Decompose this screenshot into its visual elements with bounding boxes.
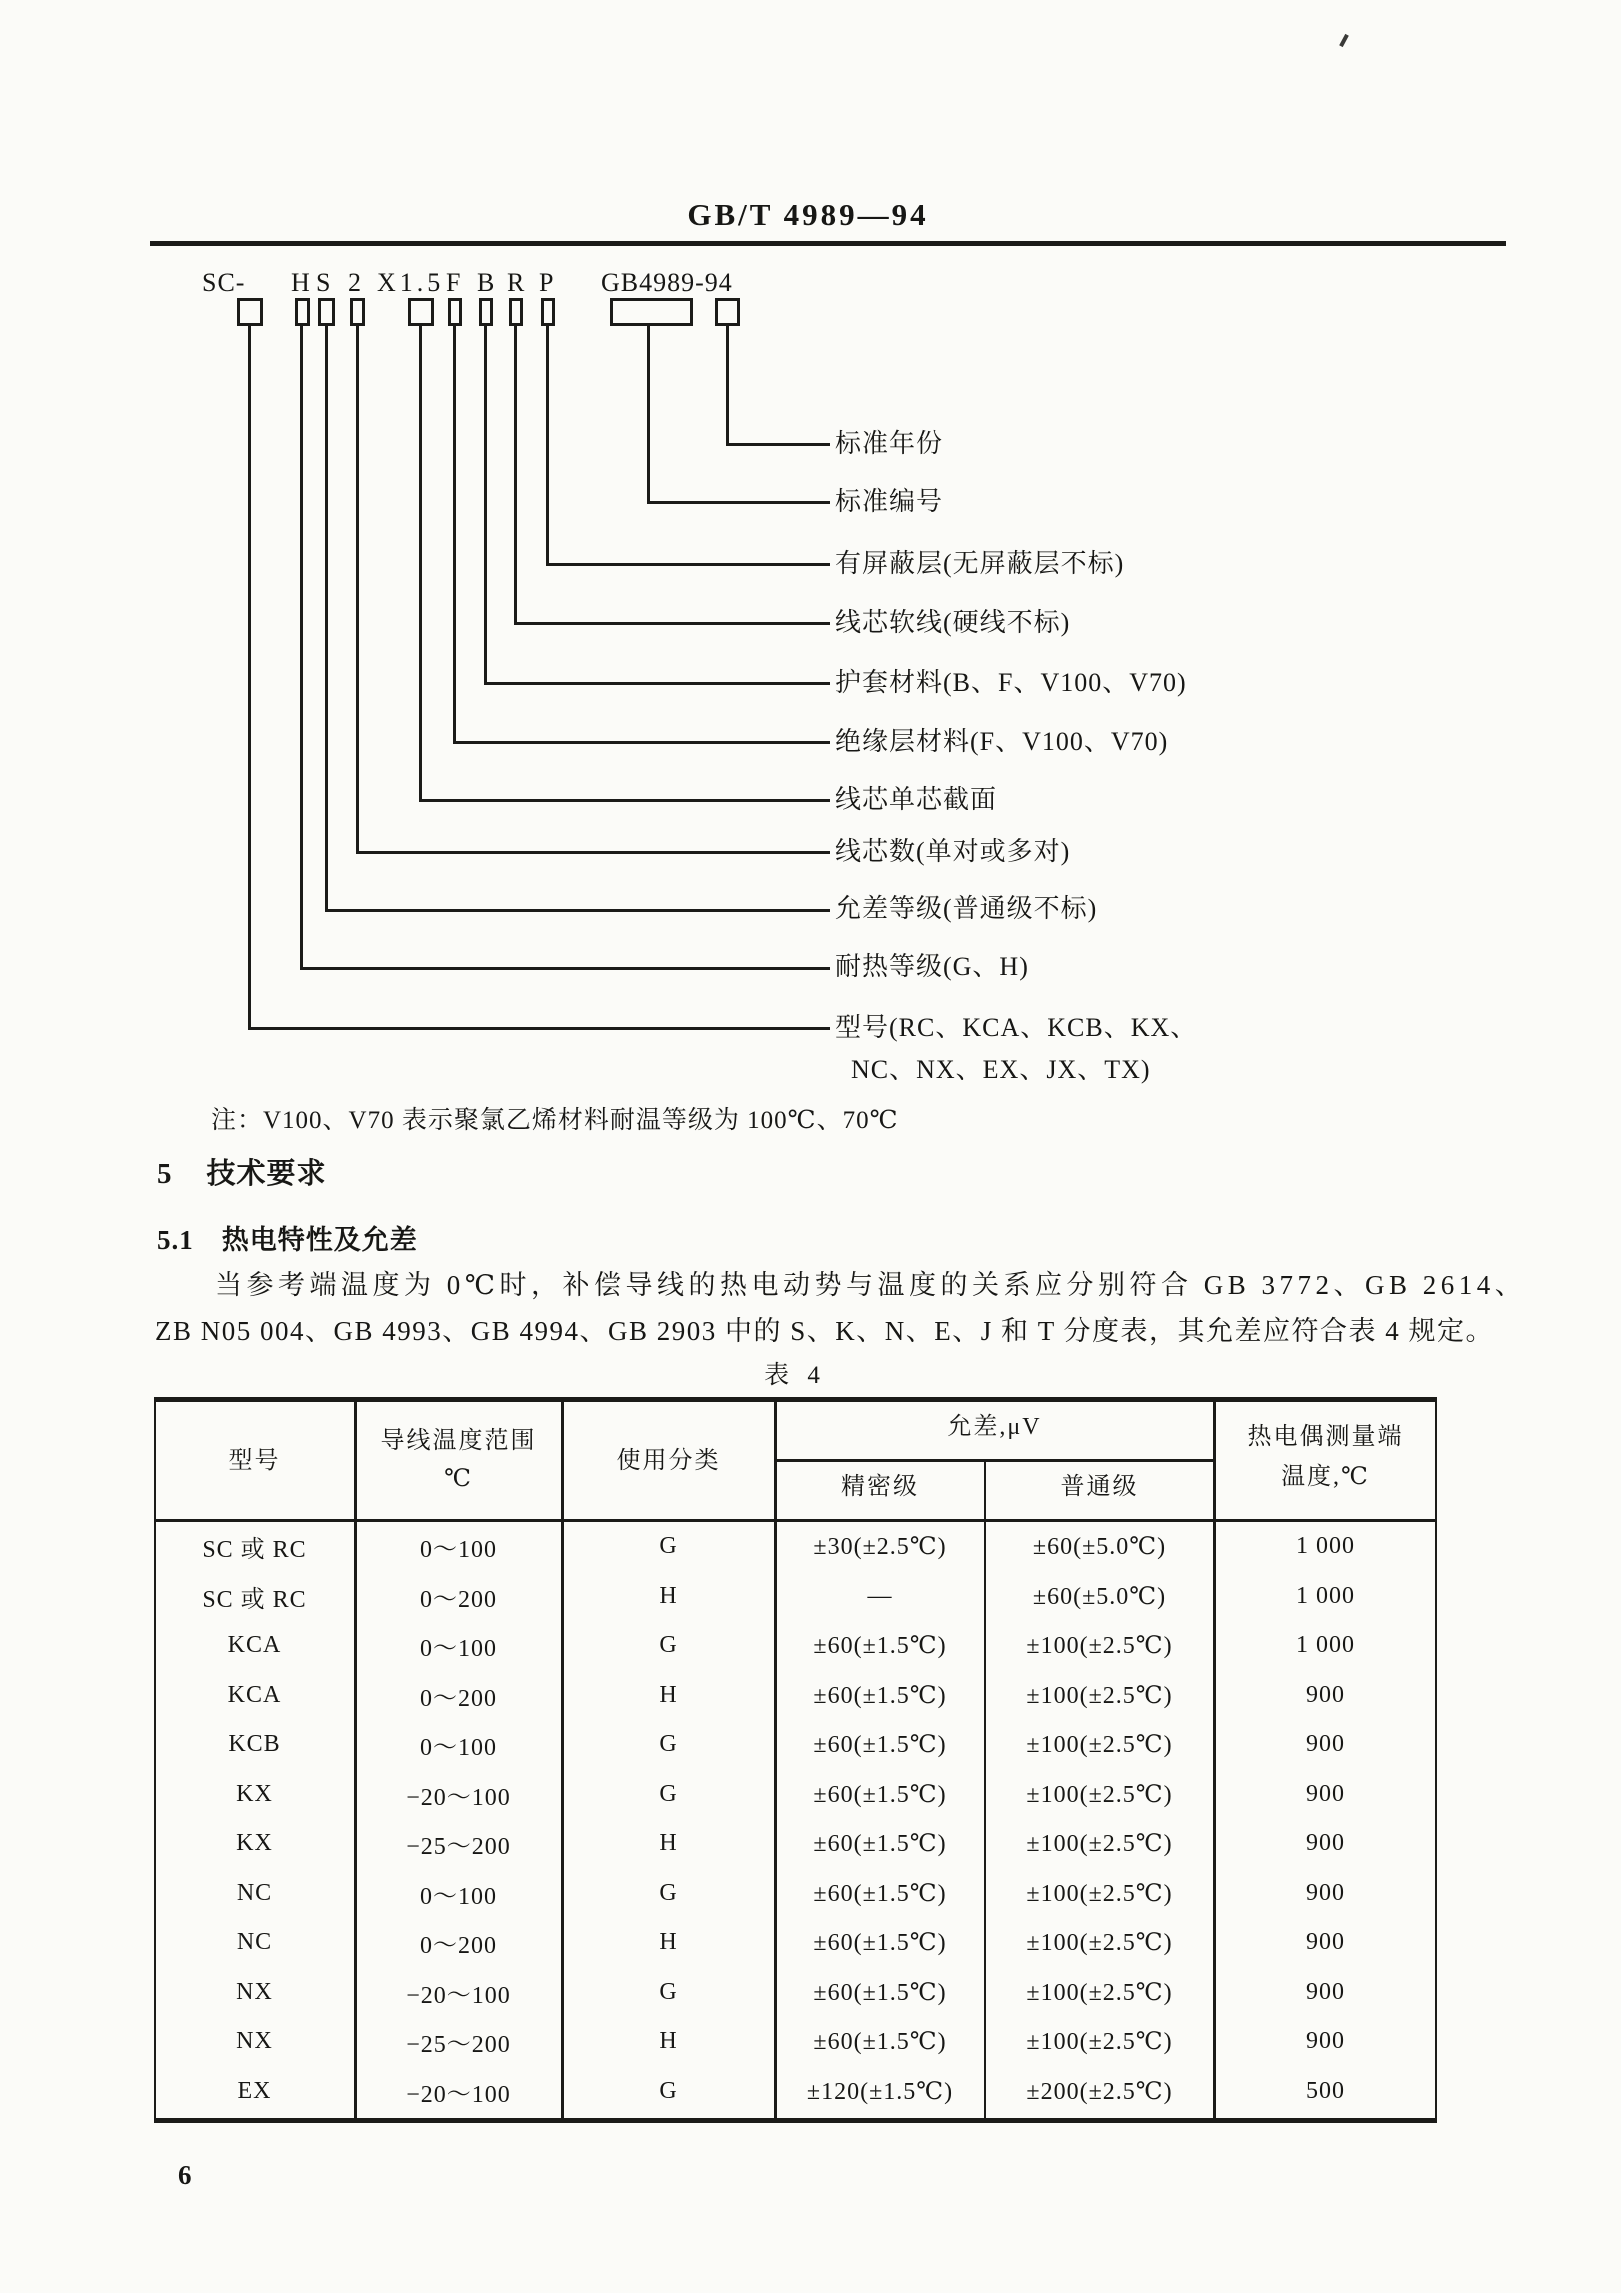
connector-line-flexible-h (514, 622, 830, 625)
table-cell: ±60(±1.5℃) (813, 2029, 947, 2056)
table-cell: ±100(±2.5℃) (1026, 1979, 1173, 2006)
table-cell: 900 (1306, 1731, 1345, 1758)
connector-line-sheath-v (484, 326, 487, 685)
table-cell: ±200(±2.5℃) (1026, 2078, 1173, 2105)
code-token-sheath: B (477, 268, 496, 297)
subsection-heading (157, 1218, 418, 1257)
table-cell: G (659, 1533, 678, 1560)
code-box-std-year (715, 298, 740, 326)
table-cell: ±60(±1.5℃) (813, 1781, 947, 1808)
table-row (154, 1671, 1437, 1721)
code-box-sheath (479, 298, 493, 326)
table-row (154, 1522, 1437, 1572)
table-cell: ±100(±2.5℃) (1026, 1633, 1173, 1660)
table-cell: ±100(±2.5℃) (1026, 2029, 1173, 2056)
table-cell: — (867, 1582, 893, 1609)
connector-line-section-v (419, 326, 422, 802)
table-cell: KX (236, 1830, 273, 1857)
table-cell: KX (236, 1780, 273, 1807)
code-box-model (237, 298, 263, 326)
connector-line-cores-v (356, 326, 359, 854)
section-number: 5 (157, 1158, 173, 1190)
page-number: 6 (178, 2160, 192, 2190)
table-top-border (154, 1397, 1437, 1402)
label-standard-number: 标准编号 (835, 487, 944, 516)
table-cell: 900 (1306, 2028, 1345, 2055)
header-rule (150, 241, 1506, 246)
col-header-usage-class: 使用分类 (616, 1448, 721, 1474)
table-cell: G (659, 1978, 678, 2005)
connector-line-model-v (248, 326, 251, 1030)
code-token-shield: P (539, 268, 555, 297)
tolerance-table (154, 1397, 1437, 2123)
code-box-section (408, 298, 434, 326)
standard-number-header: GB/T 4989—94 (687, 197, 929, 232)
table-cell: ±60(±1.5℃) (813, 1831, 947, 1858)
table-cell: 0～100 (420, 1735, 497, 1762)
table-cell: ±100(±2.5℃) (1026, 1781, 1173, 1808)
label-standard-year: 标准年份 (835, 429, 944, 458)
code-box-heat (295, 298, 310, 326)
table-cell: −20～100 (406, 1784, 511, 1811)
code-box-shield (541, 298, 555, 326)
connector-line-stdyear-v (726, 326, 729, 446)
connector-line-shield-h (546, 563, 830, 566)
table-cell: NC (236, 1929, 273, 1956)
subsection-number: 5.1 (157, 1225, 194, 1255)
table-cell: ±60(±1.5℃) (813, 1682, 947, 1709)
connector-line-stdnum-v (647, 326, 650, 504)
table-cell: KCB (228, 1731, 281, 1758)
table-cell: ±100(±2.5℃) (1026, 1682, 1173, 1709)
table-body (154, 1522, 1437, 2116)
label-model-line2: NC、NX、EX、JX、TX) (851, 1055, 1151, 1084)
code-token-insulation: F (446, 268, 462, 297)
table-cell: −25～200 (406, 2032, 511, 2059)
label-sheath-material: 护套材料(B、F、V100、V70) (835, 668, 1187, 697)
table-bottom-border (154, 2118, 1437, 2123)
label-model-line1: 型号(RC、KCA、KCB、KX、 (835, 1013, 1198, 1042)
table-cell: H (659, 1929, 678, 1956)
table-row (154, 1819, 1437, 1869)
table-row (154, 1770, 1437, 1820)
label-shield-layer: 有屏蔽层(无屏蔽层不标) (835, 549, 1125, 578)
col-header-ordinary: 普通级 (1060, 1474, 1139, 1500)
code-token-section: X1.5 (377, 268, 445, 297)
table-row (154, 1621, 1437, 1671)
table-cell: EX (237, 2077, 272, 2104)
connector-line-model-h (248, 1027, 830, 1030)
scan-artifact (1339, 34, 1349, 47)
table-cell: 0～200 (420, 1586, 497, 1613)
table-cell: 900 (1306, 1879, 1345, 1906)
table-cell: ±60(±1.5℃) (813, 1633, 947, 1660)
table-row (154, 1572, 1437, 1622)
code-box-cores (350, 298, 365, 326)
table-cell: ±100(±2.5℃) (1026, 1930, 1173, 1957)
label-core-section: 线芯单芯截面 (835, 785, 998, 814)
table-row (154, 1918, 1437, 1968)
table-cell: 0～200 (420, 1685, 497, 1712)
table-cell: G (659, 1879, 678, 1906)
section-title: 技术要求 (206, 1158, 327, 1190)
table-cell: ±100(±2.5℃) (1026, 1880, 1173, 1907)
table-cell: KCA (227, 1681, 282, 1708)
table-cell: 900 (1306, 1830, 1345, 1857)
connector-line-stdnum-h (647, 501, 830, 504)
connector-line-sheath-h (484, 682, 830, 685)
table-cell: ±60(±1.5℃) (813, 1880, 947, 1907)
table-cell: ±60(±5.0℃) (1032, 1534, 1167, 1561)
code-box-tolerance (318, 298, 335, 326)
col-header-temp-unit: ℃ (444, 1466, 473, 1492)
table-row (154, 1720, 1437, 1770)
table-cell: −20～100 (406, 1982, 511, 2009)
connector-line-cores-h (356, 851, 830, 854)
code-box-flexible (509, 298, 523, 326)
col-header-precision: 精密级 (841, 1474, 919, 1500)
table-cell: G (659, 1731, 678, 1758)
subsection-title: 热电特性及允差 (221, 1225, 418, 1255)
table-cell: NC (236, 1879, 273, 1906)
label-core-count: 线芯数(单对或多对) (835, 837, 1071, 866)
connector-line-flexible-v (514, 326, 517, 625)
code-box-std-number (610, 298, 693, 326)
table-row (154, 2067, 1437, 2117)
connector-line-insulation-v (453, 326, 456, 744)
table-cell: 500 (1306, 2077, 1345, 2104)
connector-line-section-h (419, 799, 830, 802)
col-header-model: 型号 (228, 1448, 281, 1474)
col-header-hot-end: 热电偶测量端 (1247, 1424, 1404, 1450)
table-cell: 1 000 (1296, 1533, 1355, 1560)
table-cell: ±100(±2.5℃) (1026, 1831, 1173, 1858)
table-cell: 1 000 (1296, 1582, 1355, 1609)
code-box-insulation (448, 298, 462, 326)
table-cell: KCA (227, 1632, 282, 1659)
table-cell: NX (236, 1978, 273, 2005)
table-cell: ±60(±1.5℃) (813, 1930, 947, 1957)
table-cell: ±100(±2.5℃) (1026, 1732, 1173, 1759)
table-row (154, 1869, 1437, 1919)
connector-line-heat-h (300, 967, 830, 970)
connector-line-tolerance-h (325, 909, 830, 912)
code-token-flexible: R (507, 268, 526, 297)
table-cell: 900 (1306, 1929, 1345, 1956)
label-insulation-material: 绝缘层材料(F、V100、V70) (835, 727, 1169, 756)
table-row (154, 2017, 1437, 2067)
label-tolerance-grade: 允差等级(普通级不标) (835, 894, 1098, 923)
table-cell: 900 (1306, 1681, 1345, 1708)
code-token-tolerance: S (316, 268, 332, 297)
code-token-cores: 2 (348, 268, 362, 297)
code-token-heat: H (291, 268, 311, 297)
table-row (154, 1968, 1437, 2018)
connector-line-insulation-h (453, 741, 830, 744)
col-header-temp-range: 导线温度范围 (380, 1428, 537, 1454)
table-cell: ±120(±1.5℃) (806, 2078, 954, 2105)
diagram-note: 注：V100、V70 表示聚氯乙烯材料耐温等级为 100℃、70℃ (211, 1107, 899, 1134)
table-cell: ±30(±2.5℃) (813, 1534, 947, 1561)
table-cell: ±60(±1.5℃) (813, 1732, 947, 1759)
connector-line-tolerance-v (325, 326, 328, 912)
code-token-standard: GB4989-94 (601, 268, 733, 297)
code-token-model: SC- (202, 268, 246, 297)
table-caption: 表 4 (764, 1362, 826, 1389)
table-cell: H (659, 1681, 678, 1708)
col-header-tolerance: 允差,μV (947, 1414, 1042, 1440)
table-cell: ±60(±5.0℃) (1032, 1583, 1167, 1610)
table-cell: H (659, 1830, 678, 1857)
table-cell: 0～100 (420, 1537, 497, 1564)
label-heat-grade: 耐热等级(G、H) (835, 952, 1029, 981)
label-flexible-core: 线芯软线(硬线不标) (835, 608, 1071, 637)
table-cell: 1 000 (1296, 1632, 1355, 1659)
table-cell: G (659, 1632, 678, 1659)
table-cell: −25～200 (406, 1834, 511, 1861)
table-cell: ±60(±1.5℃) (813, 1979, 947, 2006)
body-paragraph-line2: ZB N05 004、GB 4993、GB 4994、GB 2903 中的 S、K、N、E、J 和 T 分度表，其允差应符合表 4 规定。 (155, 1316, 1495, 1346)
table-cell: 900 (1306, 1780, 1345, 1807)
connector-line-stdyear-h (726, 443, 830, 446)
table-cell: SC 或 RC (202, 1586, 307, 1613)
table-subheader-rule (775, 1459, 1214, 1462)
table-cell: NX (236, 2028, 273, 2055)
table-cell: H (659, 2028, 678, 2055)
body-paragraph-line1: 当参考端温度为 0℃时，补偿导线的热电动势与温度的关系应分别符合 GB 3772、GB 2614、 (215, 1270, 1527, 1300)
table-cell: 0～100 (420, 1883, 497, 1910)
table-cell: H (659, 1582, 678, 1609)
table-cell: 0～200 (420, 1933, 497, 1960)
table-cell: G (659, 2077, 678, 2104)
table-cell: 0～100 (420, 1636, 497, 1663)
col-header-hot-end-unit: 温度,℃ (1281, 1464, 1370, 1490)
table-cell: −20～100 (406, 2081, 511, 2108)
table-cell: 900 (1306, 1978, 1345, 2005)
section-heading (157, 1151, 327, 1192)
table-cell: G (659, 1780, 678, 1807)
connector-line-heat-v (300, 326, 303, 970)
connector-line-shield-v (546, 326, 549, 566)
table-cell: SC 或 RC (202, 1537, 307, 1564)
